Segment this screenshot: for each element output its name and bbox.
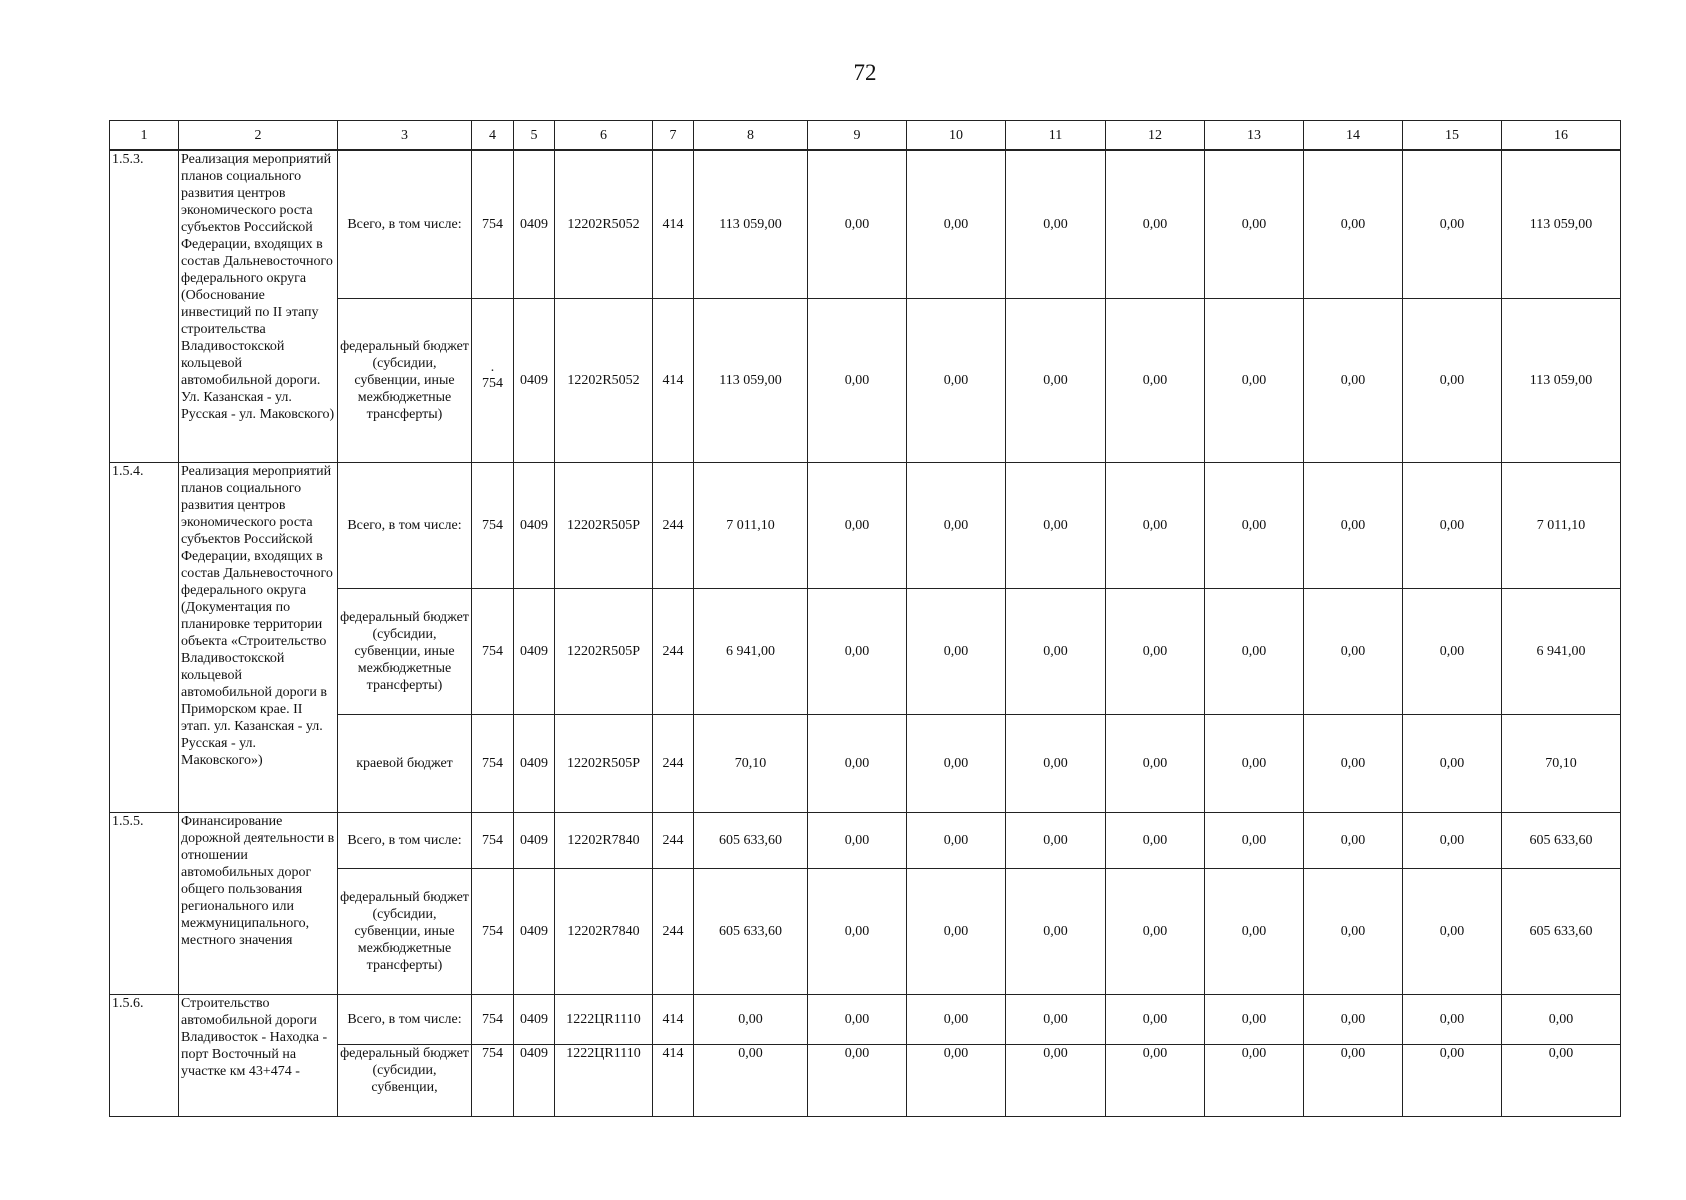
funding-source: краевой бюджет [338, 714, 472, 812]
value-cell: 754 [472, 714, 514, 812]
value-cell: 0,00 [907, 714, 1006, 812]
value-cell: 0409 [514, 994, 555, 1044]
value-cell: 0,00 [1006, 588, 1106, 714]
value-cell: 7 011,10 [1502, 462, 1621, 588]
header-cell: 16 [1502, 121, 1621, 151]
header-cell: 2 [179, 121, 338, 151]
funding-source: Всего, в том числе: [338, 150, 472, 298]
header-cell: 3 [338, 121, 472, 151]
value-cell: 113 059,00 [1502, 298, 1621, 462]
value-cell: 0,00 [1006, 1044, 1106, 1116]
value-cell: 0409 [514, 812, 555, 868]
header-cell: 8 [694, 121, 808, 151]
item-number: 1.5.6. [110, 994, 179, 1116]
value-cell: 0,00 [808, 462, 907, 588]
value-cell: 0,00 [1205, 150, 1304, 298]
value-cell: 0409 [514, 1044, 555, 1116]
header-cell: 7 [653, 121, 694, 151]
value-cell: 0,00 [1403, 150, 1502, 298]
header-row [110, 121, 1621, 151]
header-cell: 6 [555, 121, 653, 151]
value-cell: 0,00 [808, 812, 907, 868]
value-cell: 0409 [514, 714, 555, 812]
value-cell: 7 011,10 [694, 462, 808, 588]
value-cell: 0,00 [1304, 462, 1403, 588]
value-cell: 0,00 [1403, 1044, 1502, 1116]
value-cell: 754 [472, 150, 514, 298]
funding-source: Всего, в том числе: [338, 812, 472, 868]
value-cell: 0,00 [907, 994, 1006, 1044]
value-cell: 12202R7840 [555, 812, 653, 868]
value-cell: 414 [653, 994, 694, 1044]
value-cell: 754 [472, 1044, 514, 1116]
value-cell: 0,00 [808, 868, 907, 994]
value-cell: 0409 [514, 868, 555, 994]
value-cell: 0,00 [1205, 868, 1304, 994]
value-cell: · 754 [472, 298, 514, 462]
value-cell: 0,00 [1304, 298, 1403, 462]
value-cell: 0,00 [1006, 150, 1106, 298]
header-cell: 4 [472, 121, 514, 151]
value-cell: 0409 [514, 462, 555, 588]
header-cell: 13 [1205, 121, 1304, 151]
value-cell: 0,00 [1006, 462, 1106, 588]
value-cell: 12202R5052 [555, 298, 653, 462]
item-name: Реализация мероприятий планов социального развития центров экономического роста субъектов Российской Федерации, входящих в состав Дальневосточного федерального округа (Документация по планировке территории объекта «Строительство Владивостокской кольцевой автомобильной дороги в Приморском крае. II этап. ул. Казанская - ул. Русская - ул. Маковского») [179, 462, 338, 812]
value-cell: 0,00 [1106, 298, 1205, 462]
value-cell: 0,00 [1205, 1044, 1304, 1116]
value-cell: 0,00 [1006, 714, 1106, 812]
value-cell: 0,00 [808, 994, 907, 1044]
value-cell: 0,00 [1403, 868, 1502, 994]
value-cell: 0,00 [1106, 714, 1205, 812]
value-cell: 0,00 [1106, 812, 1205, 868]
value-cell: 0409 [514, 150, 555, 298]
value-cell: 0,00 [1304, 1044, 1403, 1116]
header-cell: 11 [1006, 121, 1106, 151]
value-cell: 244 [653, 714, 694, 812]
table-row [110, 150, 1621, 298]
value-cell: 414 [653, 1044, 694, 1116]
value-cell: 0,00 [907, 462, 1006, 588]
value-cell: 754 [472, 994, 514, 1044]
value-cell: 0,00 [1205, 298, 1304, 462]
value-cell: 0,00 [1403, 588, 1502, 714]
item-number: 1.5.3. [110, 150, 179, 462]
value-cell: 12202R505P [555, 714, 653, 812]
value-cell: 605 633,60 [1502, 868, 1621, 994]
value-cell: 0,00 [1304, 812, 1403, 868]
header-cell: 9 [808, 121, 907, 151]
value-cell: 0,00 [1106, 462, 1205, 588]
value-cell: 754 [472, 462, 514, 588]
value-cell: 113 059,00 [1502, 150, 1621, 298]
value-cell: 244 [653, 588, 694, 714]
value-cell: 6 941,00 [694, 588, 808, 714]
value-cell: 754 [472, 868, 514, 994]
value-cell: 414 [653, 298, 694, 462]
value-cell: 605 633,60 [694, 812, 808, 868]
value-cell: 12202R7840 [555, 868, 653, 994]
value-cell: 0,00 [808, 588, 907, 714]
value-cell: 70,10 [694, 714, 808, 812]
value-cell: 113 059,00 [694, 298, 808, 462]
value-cell: 0,00 [1502, 1044, 1621, 1116]
value-cell: 0,00 [1403, 714, 1502, 812]
value-cell: 113 059,00 [694, 150, 808, 298]
funding-source: федеральный бюджет (субсидии, субвенции, иные межбюджетные трансферты) [338, 298, 472, 462]
value-cell: 605 633,60 [694, 868, 808, 994]
value-cell: 0,00 [907, 868, 1006, 994]
funding-source: Всего, в том числе: [338, 462, 472, 588]
header-cell: 14 [1304, 121, 1403, 151]
value-cell: 0,00 [907, 1044, 1006, 1116]
header-cell: 12 [1106, 121, 1205, 151]
value-cell: 0409 [514, 588, 555, 714]
funding-source: федеральный бюджет (субсидии, субвенции, иные межбюджетные трансферты) [338, 868, 472, 994]
value-cell: 754 [472, 812, 514, 868]
value-cell: 12202R505P [555, 588, 653, 714]
value-cell: 0,00 [1304, 868, 1403, 994]
value-cell: 0,00 [808, 1044, 907, 1116]
value-cell: 0,00 [1205, 812, 1304, 868]
value-cell: 0,00 [694, 1044, 808, 1116]
value-cell: 0,00 [1006, 298, 1106, 462]
value-cell: 0,00 [907, 588, 1006, 714]
budget-table [109, 120, 1621, 1117]
funding-source: федеральный бюджет (субсидии, субвенции, [338, 1044, 472, 1116]
header-cell: 5 [514, 121, 555, 151]
value-cell: 0,00 [808, 298, 907, 462]
value-cell: 0,00 [808, 714, 907, 812]
item-name: Реализация мероприятий планов социального развития центров экономического роста субъектов Российской Федерации, входящих в состав Дальневосточного федерального округа (Обоснование инвестиций по II этапу строительства Владивостокской кольцевой автомобильной дороги. Ул. Казанская - ул. Русская - ул. Маковского) [179, 150, 338, 462]
value-cell: 414 [653, 150, 694, 298]
value-cell: 1222ЦR1110 [555, 994, 653, 1044]
value-cell: 0,00 [694, 994, 808, 1044]
value-cell: 0,00 [1403, 812, 1502, 868]
value-cell: 0,00 [1205, 714, 1304, 812]
value-cell: 0,00 [1106, 994, 1205, 1044]
value-cell: 0,00 [907, 150, 1006, 298]
value-cell: 244 [653, 462, 694, 588]
value-cell: 12202R505P [555, 462, 653, 588]
value-cell: 244 [653, 868, 694, 994]
value-cell: 0,00 [1304, 714, 1403, 812]
value-cell: 70,10 [1502, 714, 1621, 812]
value-cell: 0,00 [1403, 994, 1502, 1044]
value-cell: 0,00 [1106, 868, 1205, 994]
stray-mark: · [490, 363, 495, 379]
value-cell: 0,00 [1304, 994, 1403, 1044]
header-cell: 1 [110, 121, 179, 151]
value-cell: 0,00 [1403, 462, 1502, 588]
header-cell: 10 [907, 121, 1006, 151]
value-cell: 0409 [514, 298, 555, 462]
table-row [110, 462, 1621, 588]
item-number: 1.5.4. [110, 462, 179, 812]
value-cell: 605 633,60 [1502, 812, 1621, 868]
value-cell: 0,00 [1304, 588, 1403, 714]
value-cell: 0,00 [808, 150, 907, 298]
page-number: 72 [853, 60, 877, 85]
item-name: Финансирование дорожной деятельности в отношении автомобильных дорог общего пользования регионального или межмуниципального, местного значения [179, 812, 338, 994]
value-cell: 0,00 [1106, 588, 1205, 714]
value-cell: 0,00 [1006, 812, 1106, 868]
value-cell: 0,00 [1205, 462, 1304, 588]
value-cell: 0,00 [1006, 994, 1106, 1044]
value-cell: 0,00 [907, 298, 1006, 462]
funding-source: федеральный бюджет (субсидии, субвенции, иные межбюджетные трансферты) [338, 588, 472, 714]
value-cell: 1222ЦR1110 [555, 1044, 653, 1116]
value-cell: 0,00 [907, 812, 1006, 868]
header-cell: 15 [1403, 121, 1502, 151]
value-cell: 0,00 [1006, 868, 1106, 994]
value-cell: 12202R5052 [555, 150, 653, 298]
value-cell: 244 [653, 812, 694, 868]
value-cell: 754 [472, 588, 514, 714]
value-cell: 0,00 [1106, 1044, 1205, 1116]
value-cell: 0,00 [1304, 150, 1403, 298]
value-cell: 0,00 [1502, 994, 1621, 1044]
table-row [110, 994, 1621, 1044]
value-cell: 6 941,00 [1502, 588, 1621, 714]
item-name: Строительство автомобильной дороги Владивосток - Находка - порт Восточный на участке км 43+474 - [179, 994, 338, 1116]
value-cell: 0,00 [1205, 588, 1304, 714]
funding-source: Всего, в том числе: [338, 994, 472, 1044]
value-cell: 0,00 [1205, 994, 1304, 1044]
value-cell: 0,00 [1106, 150, 1205, 298]
table-row [110, 812, 1621, 868]
item-number: 1.5.5. [110, 812, 179, 994]
value-cell: 0,00 [1403, 298, 1502, 462]
